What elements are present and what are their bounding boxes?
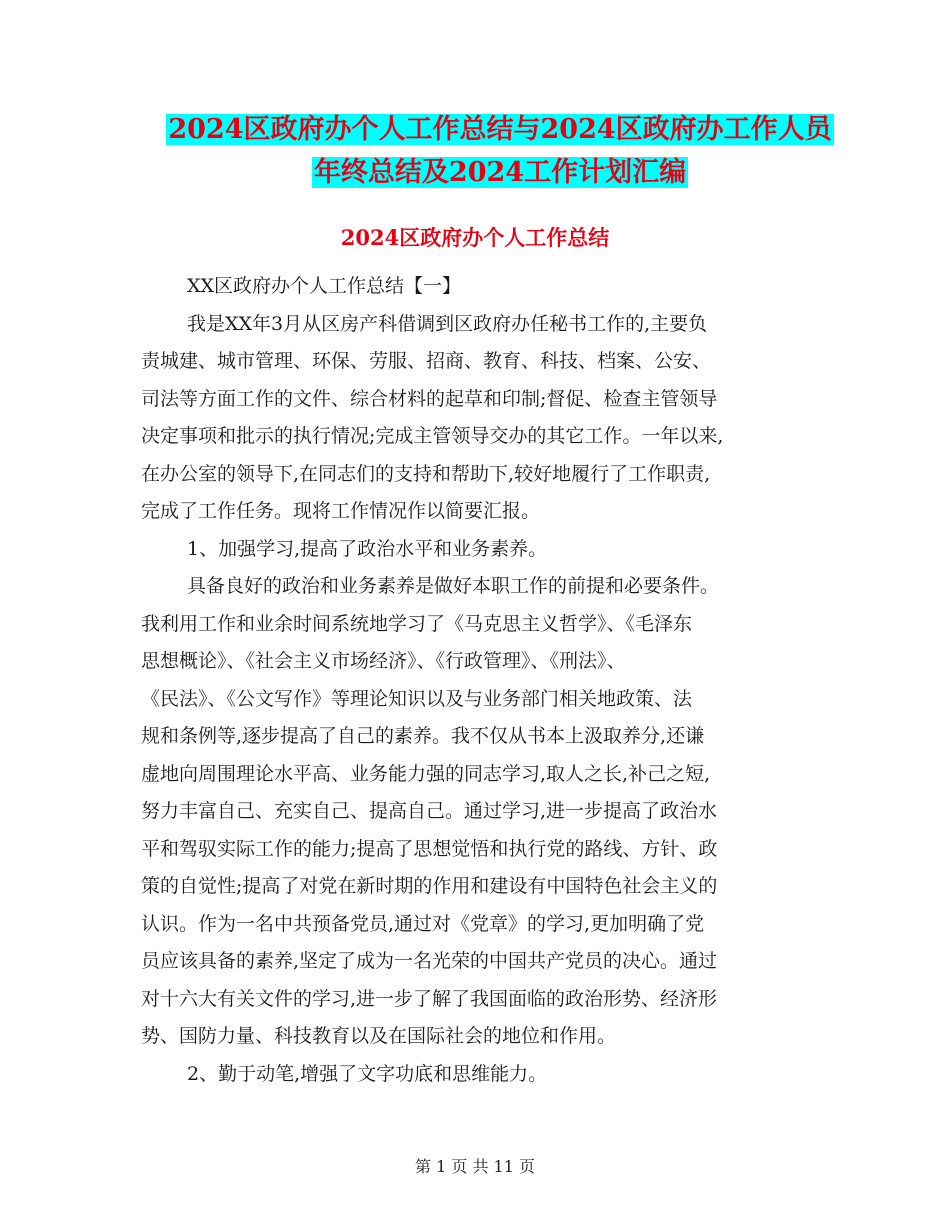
- document-title-line-2: [150, 151, 850, 194]
- document-title-line-1: [150, 108, 850, 151]
- paragraph-line: 责城建、城市管理、环保、劳服、招商、教育、科技、档案、公安、: [141, 350, 712, 372]
- paragraph-line: 司法等方面工作的文件、综合材料的起草和印制;督促、检查主管领导: [141, 387, 718, 410]
- paragraph-line: 具备良好的政治和业务素养是做好本职工作的前提和必要条件。: [187, 575, 720, 597]
- page-footer: 第 1 页 共 11 页: [415, 1157, 535, 1176]
- paragraph-line: 完成了工作任务。现将工作情况作以简要汇报。: [141, 500, 541, 522]
- numbered-heading: 2、勤于动笔,增强了文字功底和思维能力。: [187, 1062, 548, 1085]
- numbered-heading: 1、加强学习,提高了政治水平和业务素养。: [187, 537, 548, 560]
- title-highlight-2: 年终总结及2024工作计划汇编: [313, 157, 687, 188]
- section-heading: XX区政府办个人工作总结【一】: [187, 275, 462, 297]
- body-text: [141, 268, 801, 1093]
- section-title: 2024区政府办个人工作总结: [340, 225, 610, 250]
- paragraph-line: 思想概论》、《社会主义市场经济》、《行政管理》、《刑法》、: [141, 650, 626, 672]
- paragraph-line: 策的自觉性;提高了对党在新时期的作用和建设有中国特色社会主义的: [141, 875, 718, 897]
- paragraph-line: 努力丰富自己、充实自己、提高自己。通过学习,进一步提高了政治水: [141, 800, 718, 822]
- title-highlight-1: 2024区政府办个人工作总结与2024区政府办工作人员: [168, 114, 832, 145]
- paragraph-line: 《民法》、《公文写作》等理论知识以及与业务部门相关地政策、法: [141, 687, 693, 710]
- paragraph-line: 势、国防力量、科技教育以及在国际社会的地位和作用。: [141, 1025, 617, 1047]
- paragraph-line: 员应该具备的素养,坚定了成为一名光荣的中国共产党员的决心。通过: [141, 950, 718, 972]
- paragraph-line: 虚地向周围理论水平高、业务能力强的同志学习,取人之长,补己之短,: [141, 762, 711, 785]
- paragraph-line: 规和条例等,逐步提高了自己的素养。我不仅从书本上汲取养分,还谦: [141, 725, 705, 747]
- paragraph-line: 在办公室的领导下,在同志们的支持和帮助下,较好地履行了工作职责,: [141, 462, 711, 485]
- paragraph-line: 对十六大有关文件的学习,进一步了解了我国面临的政治形势、经济形: [141, 987, 718, 1010]
- paragraph-line: 平和驾驭实际工作的能力;提高了思想觉悟和执行党的路线、方针、政: [141, 837, 718, 860]
- paragraph-line: 决定事项和批示的执行情况;完成主管领导交办的其它工作。一年以来,: [141, 425, 724, 447]
- paragraph-line: 认识。作为一名中共预备党员,通过对《党章》的学习,更加明确了党: [141, 912, 705, 935]
- paragraph-line: 我利用工作和业余时间系统地学习了《马克思主义哲学》、《毛泽东: [141, 612, 693, 635]
- paragraph-line: 我是XX年3月从区房产科借调到区政府办任秘书工作的,主要负: [187, 312, 708, 335]
